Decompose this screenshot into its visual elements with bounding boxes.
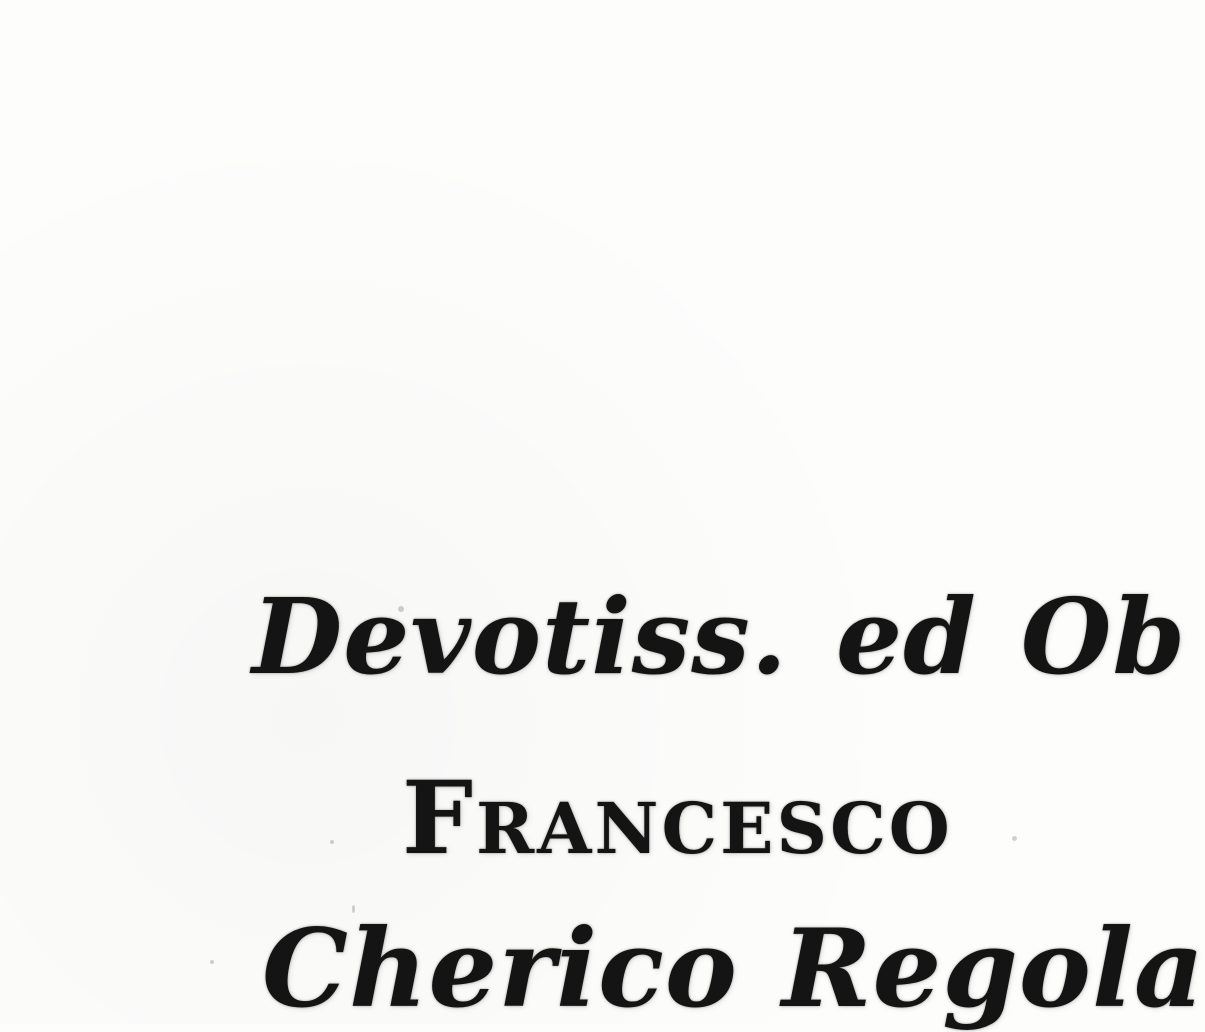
ink-speck: [352, 905, 355, 913]
ink-speck: [1012, 836, 1017, 841]
word-ob-truncated: Ob: [1020, 575, 1187, 698]
word-cherico: Cherico: [262, 906, 738, 1032]
word-regola-truncated: Regola: [781, 906, 1205, 1032]
ink-speck: [330, 840, 334, 844]
word-francesco: Francesco: [402, 759, 953, 877]
text-line-devotiss: [252, 575, 1187, 698]
text-line-francesco: [402, 759, 953, 877]
word-devotiss: Devotiss.: [252, 575, 789, 698]
word-ed: ed: [836, 575, 977, 698]
text-line-cherico-regola: [262, 906, 1205, 1032]
ink-speck: [398, 606, 404, 612]
ink-speck: [210, 960, 214, 964]
